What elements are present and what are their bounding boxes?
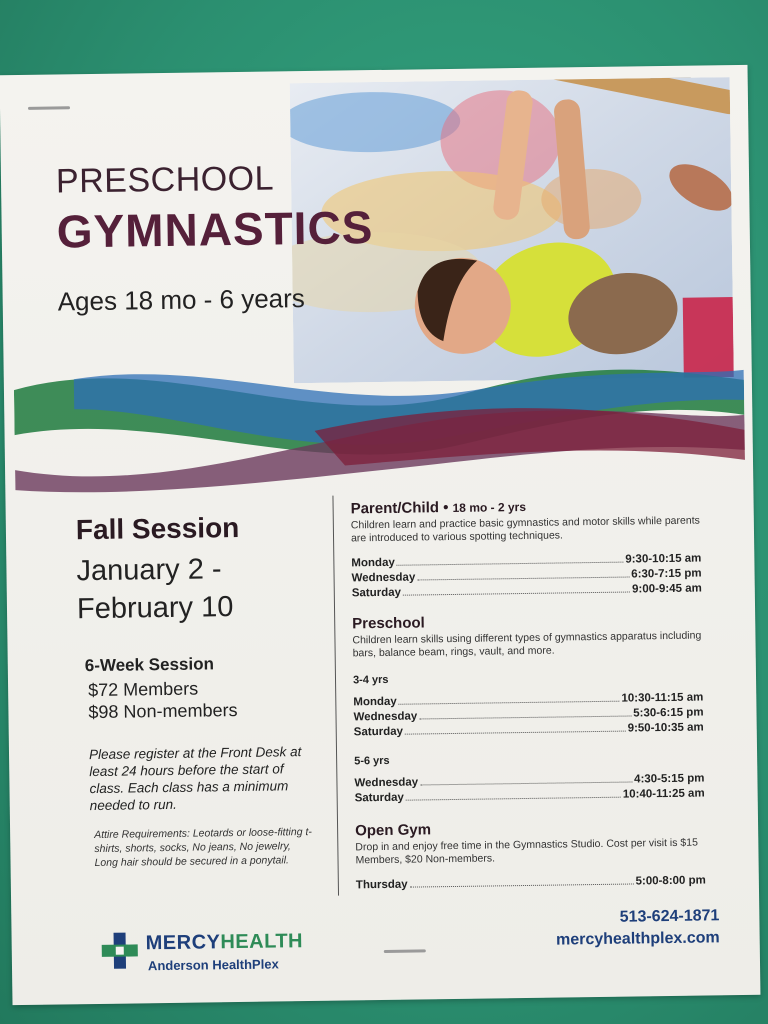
schedule-time: 10:40-11:25 am [622, 787, 705, 801]
schedule-day: Wednesday [353, 710, 418, 724]
cross-logo-icon [100, 930, 141, 971]
age-range: Ages 18 mo - 6 years [57, 283, 306, 317]
leader-dots [399, 701, 620, 705]
section-preschool [352, 611, 705, 808]
logo-brand [146, 930, 304, 955]
leader-dots [397, 562, 623, 566]
section-open-gym [355, 817, 706, 894]
logo-subtitle: Anderson HealthPlex [147, 956, 279, 974]
attire-note: Attire Requirements: Leotards or loose-fitting t-shirts, shorts, socks, No jeans, No jewelry, Long hair should be secured in a ponytail. [94, 825, 312, 870]
section-age: 18 mo - 2 yrs [452, 499, 527, 515]
fall-session-title: Fall Session [75, 511, 240, 546]
price-nonmembers: $98 Non-members [88, 700, 238, 723]
schedule-time: 4:30-5:15 pm [634, 772, 705, 786]
schedule-day: Saturday [351, 586, 402, 600]
schedule-row [356, 874, 706, 894]
section-description: Children learn skills using different types of gymnastics apparatus including bars, balance beam, rings, vault, and more. [352, 629, 702, 660]
logo-brand-part2: HEALTH [220, 930, 304, 954]
schedule-day: Thursday [355, 878, 408, 892]
schedule-time: 9:00-9:45 am [632, 582, 702, 596]
website-url: mercyhealthplex.com [555, 929, 720, 949]
staple [28, 106, 70, 110]
leader-dots [417, 577, 629, 581]
leader-dots [406, 797, 621, 801]
schedule-day: Wednesday [351, 571, 416, 585]
section-description: Children learn and practice basic gymnastics and motor skills while parents are introduced to various spotting techniques. [350, 514, 700, 545]
schedule-time: 5:00-8:00 pm [635, 874, 706, 888]
schedule-time: 5:30-6:15 pm [633, 706, 704, 720]
section-description: Drop in and enjoy free time in the Gymnastics Studio. Cost per visit is $15 Members, $20 Non-members. [355, 836, 698, 867]
column-divider [332, 496, 339, 896]
schedule-day: Wednesday [354, 776, 419, 790]
six-week-title: 6-Week Session [84, 654, 215, 676]
decorative-waves [13, 340, 745, 500]
leader-dots [420, 782, 632, 786]
logo-brand-part1: MERCY [145, 931, 221, 955]
phone-number: 513-624-1871 [619, 907, 720, 926]
flyer [0, 65, 760, 1005]
section-parent-child: Parent/Child • 18 mo - 2 yrs Children learn and practice basic gymnastics and motor skills while parents are introduced to various spotting techniques. Monday 9:30-10:15 am Wednesday 6:30-7:15 pm Saturday 9:00-9:45 am [351, 496, 702, 603]
age-group-label: 3-4 yrs [352, 673, 389, 687]
schedule-time: 9:30-10:15 am [625, 552, 702, 566]
schedule-time: 10:30-11:15 am [621, 691, 704, 705]
section-title: Open Gym [355, 821, 432, 840]
schedule-day: Saturday [354, 791, 404, 805]
schedule-day: Monday [353, 695, 397, 709]
schedule-day: Monday [351, 556, 395, 570]
schedule-day: Saturday [353, 725, 404, 739]
schedule-time: 6:30-7:15 pm [631, 567, 702, 581]
title-line-1: PRESCHOOL [55, 159, 275, 201]
age-group-label: 5-6 yrs [354, 754, 390, 768]
title-line-2: GYMNASTICS [56, 201, 374, 258]
register-note: Please register at the Front Desk at least 24 hours before the start of class. Each class has a minimum needed to run. [88, 744, 302, 814]
price-members: $72 Members [87, 678, 199, 701]
leader-dots [419, 716, 631, 720]
staple [384, 949, 426, 953]
leader-dots [405, 731, 626, 735]
leader-dots [403, 592, 630, 596]
section-title: Preschool [352, 614, 425, 633]
fall-session-dates: January 2 - February 10 [76, 553, 234, 626]
leader-dots [410, 883, 634, 887]
schedule-time: 9:50-10:35 am [627, 721, 704, 735]
section-title: Parent/Child [350, 499, 440, 518]
